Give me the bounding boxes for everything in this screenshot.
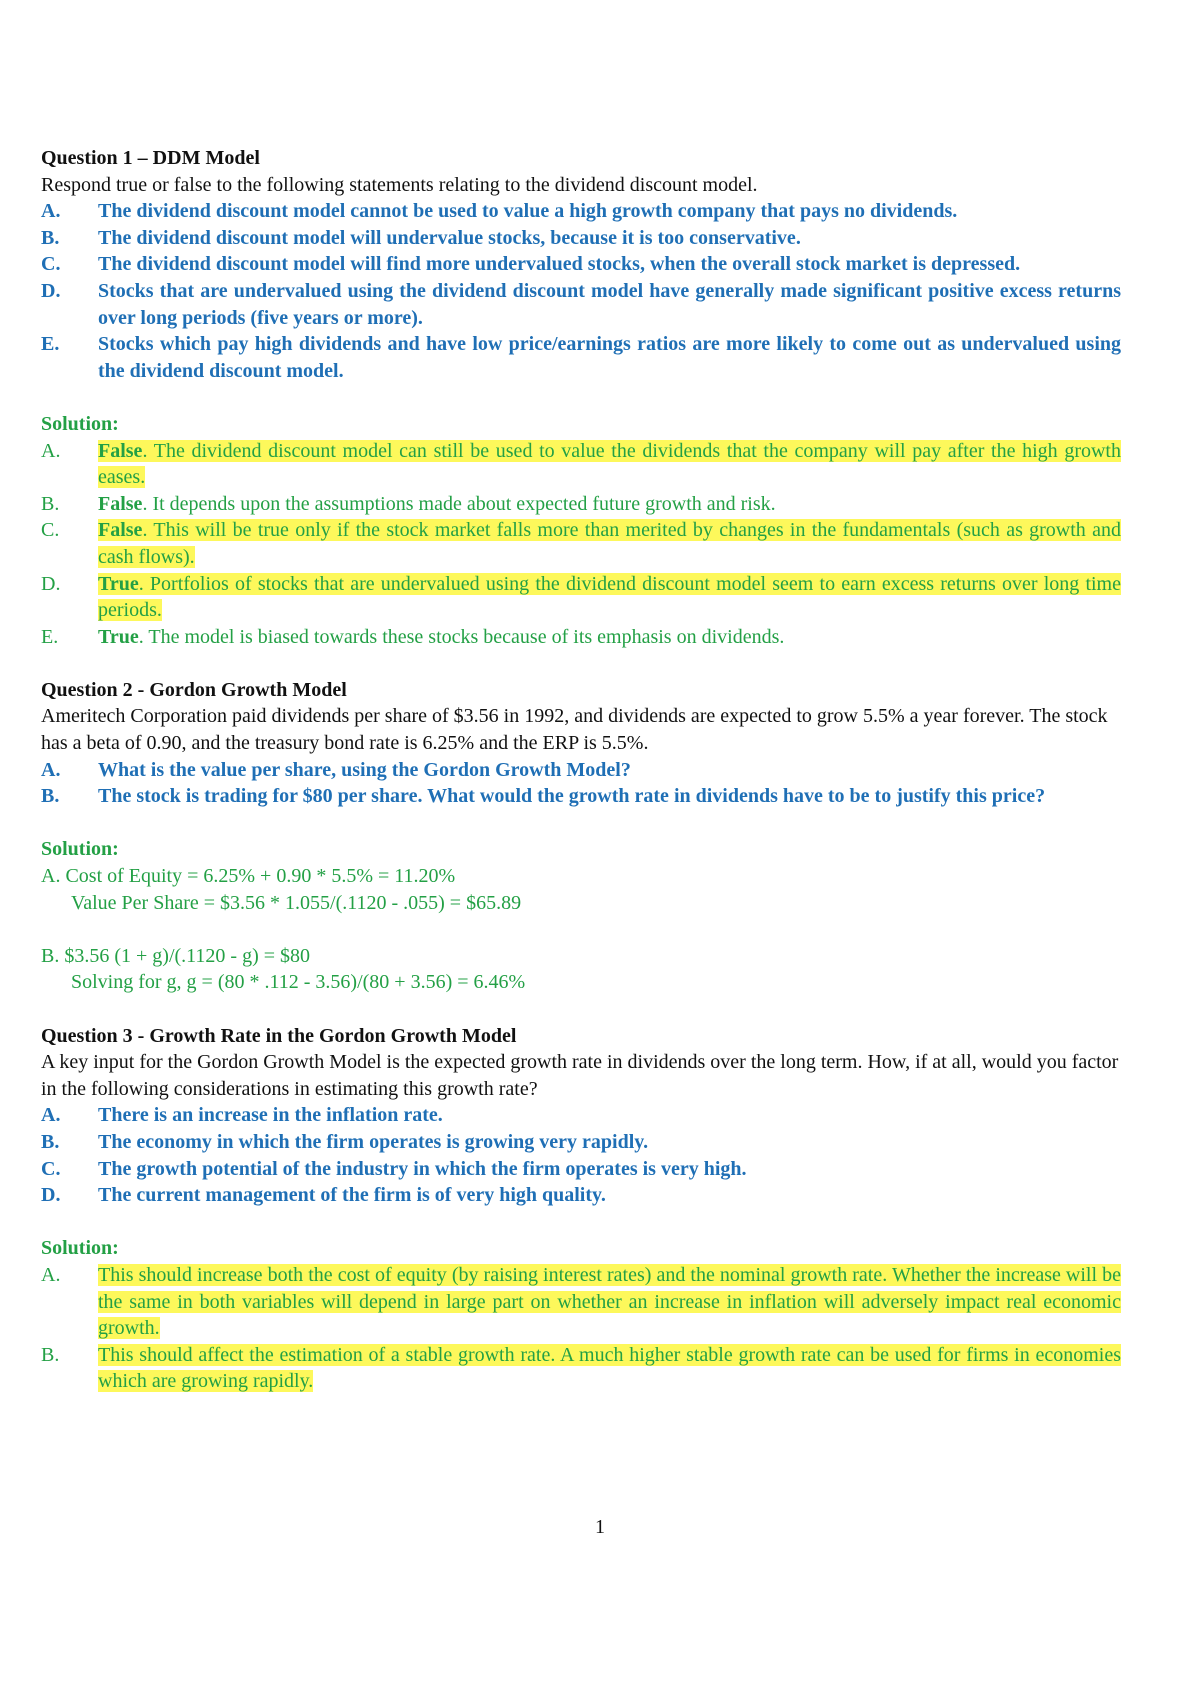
q2-solution-a-line2: Value Per Share = $3.56 * 1.055/(.1120 - .055) = $65.89 <box>71 891 522 914</box>
q3-item-a: A. There is an increase in the inflation rate. <box>41 1104 443 1127</box>
q3-item-b: B. The economy in which the firm operates is growing very rapidly. <box>41 1130 649 1153</box>
q2-solution-a-line1: A. Cost of Equity = 6.25% + 0.90 * 5.5% = 11.20% <box>41 865 456 888</box>
q1-solution-b: B. False. It depends upon the assumptions made about expected future growth and risk. <box>41 492 776 515</box>
q2-item-b: B. The stock is trading for $80 per share. What would the growth rate in dividends have to be to justify this price? <box>41 785 1046 808</box>
q1-intro: Respond true or false to the following statements relating to the dividend discount model. <box>41 173 758 196</box>
q2-solution-b-line2: Solving for g, g = (80 * .112 - 3.56)/(80 + 3.56) = 6.46% <box>71 971 526 994</box>
q3-title: Question 3 - Growth Rate in the Gordon Growth Model <box>41 1024 517 1047</box>
q3-item-c: C. The growth potential of the industry in which the firm operates is very high. <box>41 1157 747 1180</box>
document-content <box>41 145 1121 1395</box>
q1-solution-a: A. False. The dividend discount model can still be used to value the dividends that the company will pay after the high growth eases. <box>41 439 1121 489</box>
q1-title: Question 1 – DDM Model <box>41 147 260 169</box>
q1-solution-e: E. True. The model is biased towards these stocks because of its emphasis on dividends. <box>41 625 785 648</box>
q2-solution-b-line1: B. $3.56 (1 + g)/(.1120 - g) = $80 <box>41 944 311 967</box>
q3-solution-a: A. This should increase both the cost of equity (by raising interest rates) and the nominal growth rate. Whether the increase will be the same in both variables will depend in large part on whether an increase in inflation will adversely impact real economic growth. <box>41 1263 1121 1340</box>
q1-item-d: D. Stocks that are undervalued using the dividend discount model have generally made significant positive excess returns over long periods (five years or more). <box>41 279 1121 329</box>
q1-item-c: C. The dividend discount model will find more undervalued stocks, when the overall stock market is depressed. <box>41 253 1021 276</box>
q2-intro: Ameritech Corporation paid dividends per share of $3.56 in 1992, and dividends are expected to grow 5.5% a year forever. The stock has a beta of 0.90, and the treasury bond rate is 6.25% and the ERP is 5.5%. <box>41 705 1108 755</box>
q1-solution-c: C. False. This will be true only if the stock market falls more than merited by changes in the fundamentals (such as growth and cash flows). <box>41 519 1121 568</box>
q2-solution-label: Solution: <box>41 838 119 861</box>
q3-solution-b: B. This should affect the estimation of a stable growth rate. A much higher stable growth rate can be used for firms in economies which are growing rapidly. <box>41 1343 1121 1393</box>
q2-item-a: A. What is the value per share, using the Gordon Growth Model? <box>41 758 631 781</box>
page-number: 1 <box>595 1516 605 1538</box>
q1-item-a: A. The dividend discount model cannot be used to value a high growth company that pays no dividends. <box>41 200 958 223</box>
q1-solution-d: D. True. Portfolios of stocks that are undervalued using the dividend discount model seem to earn excess returns over long time periods. <box>41 572 1121 622</box>
q3-solution-label: Solution: <box>41 1237 119 1260</box>
q1-item-b: B. The dividend discount model will undervalue stocks, because it is too conservative. <box>41 226 801 249</box>
q2-title: Question 2 - Gordon Growth Model <box>41 678 347 701</box>
q1-item-e: E. Stocks which pay high dividends and have low price/earnings ratios are more likely to come out as undervalued using the dividend discount model. <box>41 333 1121 382</box>
q3-intro: A key input for the Gordon Growth Model is the expected growth rate in dividends over the long term. How, if at all, would you factor in the following considerations in estimating this growth rate? <box>41 1051 1119 1100</box>
q1-solution-label: Solution: <box>41 412 119 435</box>
q3-item-d: D. The current management of the firm is of very high quality. <box>41 1184 606 1207</box>
